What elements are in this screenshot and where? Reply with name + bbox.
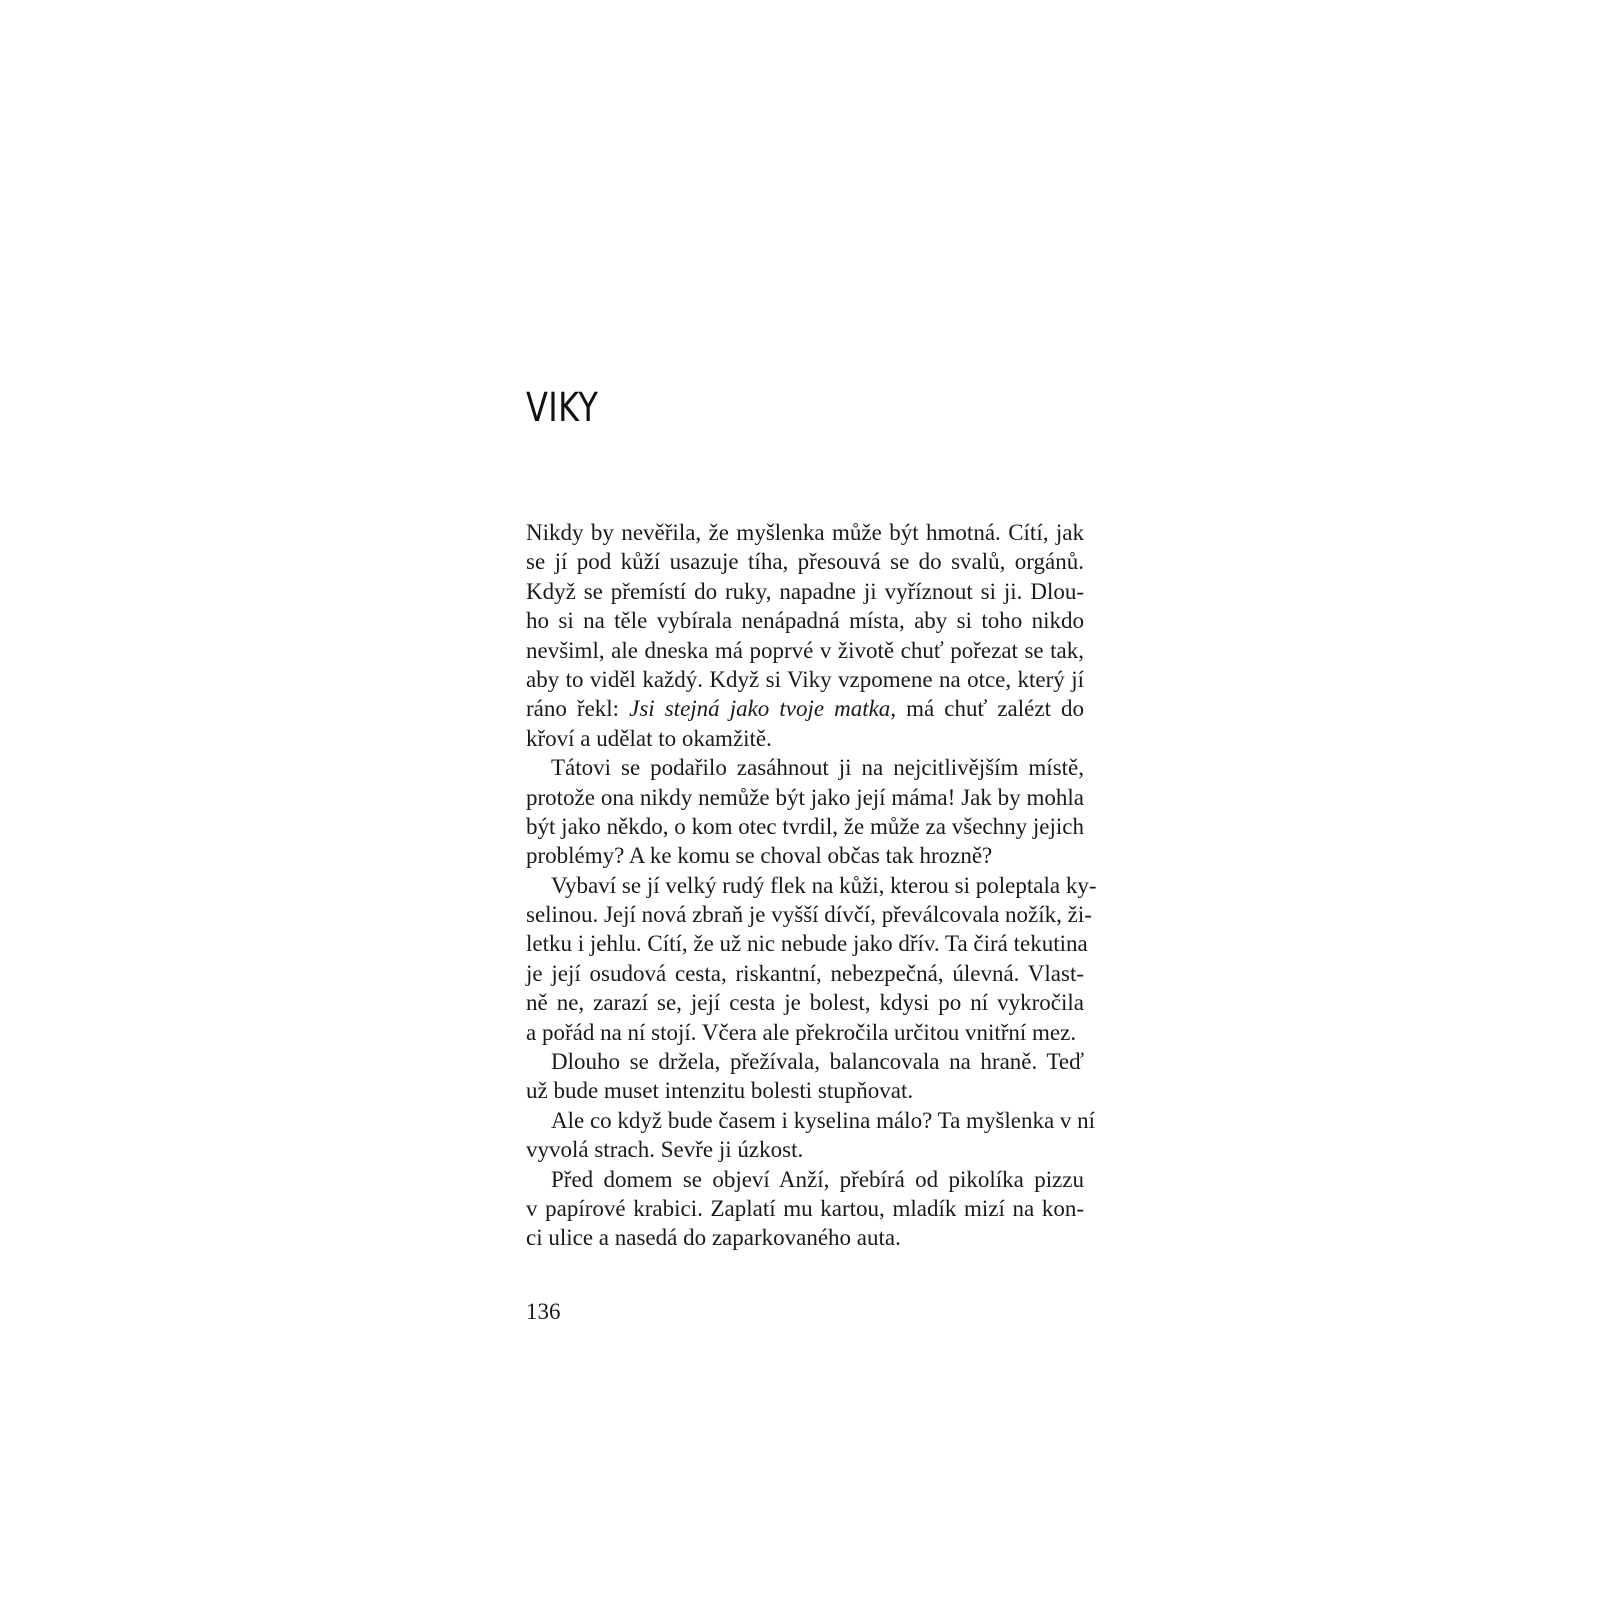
text-line: je její osudová cesta, riskantní, nebezpečná, úlevná. Vlast-: [526, 960, 1084, 986]
text-line: Ale co když bude časem i kyselina málo? Ta myšlenka v ní: [551, 1107, 1096, 1133]
text-line: Nikdy by nevěřila, že myšlenka může být hmotná. Cítí, jak: [526, 520, 1084, 545]
text-line: ho si na těle vybírala nenápadná místa, aby si toho nikdo: [526, 608, 1084, 634]
text-line: Tátovi se podařilo zasáhnout ji na nejcitlivějším místě,: [551, 755, 1084, 781]
text-line: křoví a udělat to okamžitě.: [526, 725, 772, 751]
text-line: vyvolá strach. Sevře ji úzkost.: [526, 1137, 804, 1163]
text-line: Když se přemístí do ruky, napadne ji vyříznout si ji. Dlou-: [526, 578, 1084, 604]
chapter-title: VIKY: [526, 385, 599, 431]
text-line: a pořád na ní stojí. Včera ale překročila určitou vnitřní mez.: [526, 1019, 1077, 1045]
body-text: [526, 518, 1097, 1253]
text-line: protože ona nikdy nemůže být jako její máma! Jak by mohla: [526, 784, 1084, 810]
text-line: v papírové krabici. Zaplatí mu kartou, mladík mizí na kon-: [526, 1195, 1084, 1221]
text-line: letku i jehlu. Cítí, že už nic nebude jako dřív. Ta čirá tekutina: [526, 931, 1088, 957]
text-line: selinou. Její nová zbraň je vyšší dívčí, převálcovala nožík, ži-: [526, 902, 1092, 928]
text-line: Dlouho se držela, přežívala, balancovala na hraně. Teď: [551, 1049, 1084, 1075]
text-line: Před domem se objeví Anží, přebírá od pikolíka pizzu: [551, 1166, 1084, 1192]
text-segment: ráno řekl:: [526, 696, 630, 722]
text-segment: má chuť zalézt do: [896, 696, 1085, 722]
italic-quote: Jsi stejná jako tvoje matka,: [629, 696, 897, 722]
text-line: ci ulice a nasedá do zaparkovaného auta.: [526, 1225, 901, 1251]
text-line-with-quote: [526, 694, 1084, 723]
text-line: ně ne, zarazí se, její cesta je bolest, kdysi po ní vykročila: [526, 990, 1084, 1016]
text-line: se jí pod kůží usazuje tíha, přesouvá se do svalů, orgánů.: [526, 549, 1084, 575]
text-line: být jako někdo, o kom otec tvrdil, že může za všechny jejich: [526, 813, 1084, 839]
page-number: 136: [526, 1299, 561, 1324]
text-line: problémy? A ke komu se choval občas tak hrozně?: [526, 843, 993, 869]
text-line: nevšiml, ale dneska má poprvé v životě chuť pořezat se tak,: [526, 637, 1084, 663]
text-line: už bude muset intenzitu bolesti stupňovat.: [526, 1078, 914, 1104]
text-line: Vybaví se jí velký rudý flek na kůži, kterou si poleptala ky-: [551, 872, 1097, 898]
text-line: aby to viděl každý. Když si Viky vzpomene na otce, který jí: [526, 666, 1084, 692]
